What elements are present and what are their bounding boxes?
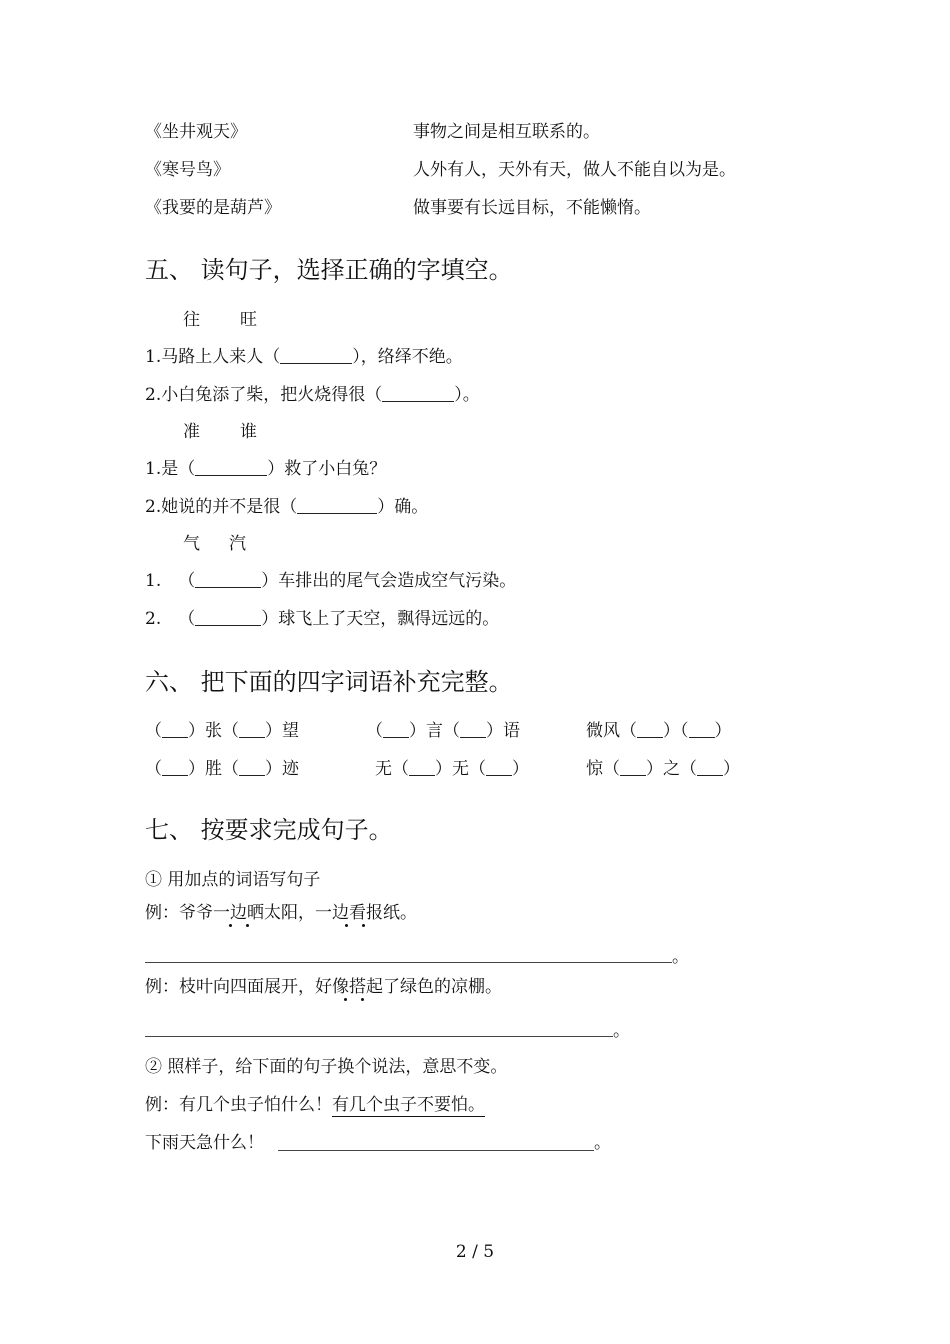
fill-item: 1.马路上人来人（ ），络绎不绝。	[145, 347, 463, 367]
question-2: ② 照样子，给下面的句子换个说法，意思不变。	[145, 1057, 508, 1077]
fill-item: 2. （ ）球飞上了天空，飘得远远的。	[145, 609, 500, 629]
section-5-heading: 五、 读句子，选择正确的字填空。	[145, 256, 513, 284]
emphasis-dot	[345, 924, 348, 927]
idiom: （ ）张（ ）望	[145, 721, 299, 741]
match-right-3: 做事要有长远目标，不能懒惰。	[413, 198, 651, 218]
period: 。	[672, 947, 689, 967]
fill-blank[interactable]	[239, 759, 265, 776]
fill-blank[interactable]	[409, 759, 435, 776]
fill-item: 2.小白兔添了柴，把火烧得很（ ）。	[145, 385, 480, 405]
example-answer: 有几个虫子不要怕。	[332, 1095, 485, 1115]
match-left-1: 《坐井观天》	[145, 122, 247, 142]
choice-char: 气	[183, 534, 200, 554]
emphasis-dot	[344, 998, 347, 1001]
example-1: 例：爷爷一边晒太阳，一边看报纸。	[145, 903, 417, 923]
fill-blank[interactable]	[195, 571, 261, 588]
answer-line[interactable]	[145, 1036, 613, 1037]
fill-blank[interactable]	[162, 759, 188, 776]
question-1: ① 用加点的词语写句子	[145, 870, 321, 890]
fill-blank[interactable]	[382, 385, 454, 402]
match-left-2: 《寒号鸟》	[145, 160, 230, 180]
fill-blank[interactable]	[620, 759, 646, 776]
fill-blank[interactable]	[195, 459, 267, 476]
emphasis-dot	[362, 924, 365, 927]
example-3: 例：有几个虫子怕什么！有几个虫子不要怕。	[145, 1095, 485, 1115]
choice-char: 准	[183, 422, 200, 442]
task-line: 下雨天急什么！	[145, 1133, 264, 1153]
emphasis-dot	[361, 998, 364, 1001]
match-right-2: 人外有人，天外有天，做人不能自以为是。	[413, 160, 736, 180]
page-number: 2 / 5	[455, 1242, 495, 1262]
choice-char: 旺	[240, 310, 257, 330]
idiom: （ ）言（ ）语	[366, 721, 520, 741]
choice-char: 汽	[229, 534, 246, 554]
fill-blank[interactable]	[280, 347, 352, 364]
idiom: 无（ ）无（ ）	[375, 759, 529, 779]
fill-blank[interactable]	[697, 759, 723, 776]
section-7-heading: 七、 按要求完成句子。	[145, 816, 393, 844]
example-2: 例：枝叶向四面展开，好像搭起了绿色的凉棚。	[145, 977, 502, 997]
choice-char: 往	[183, 310, 200, 330]
fill-blank[interactable]	[297, 497, 377, 514]
match-right-1: 事物之间是相互联系的。	[413, 122, 600, 142]
match-left-3: 《我要的是葫芦》	[145, 198, 281, 218]
fill-blank[interactable]	[239, 721, 265, 738]
choice-char: 谁	[240, 422, 257, 442]
fill-item: 2.她说的并不是很（ ）确。	[145, 497, 429, 517]
fill-item: 1.是（ ）救了小白兔？	[145, 459, 387, 479]
fill-blank[interactable]	[162, 721, 188, 738]
fill-blank[interactable]	[637, 721, 663, 738]
answer-line[interactable]	[278, 1150, 594, 1151]
emphasis-dot	[246, 924, 249, 927]
fill-item: 1. （ ）车排出的尾气会造成空气污染。	[145, 571, 517, 591]
period: 。	[613, 1021, 630, 1041]
fill-blank[interactable]	[195, 609, 261, 626]
emphasis-dot	[229, 924, 232, 927]
fill-blank[interactable]	[486, 759, 512, 776]
idiom: （ ）胜（ ）迹	[145, 759, 299, 779]
idiom: 惊（ ）之（ ）	[586, 759, 740, 779]
fill-blank[interactable]	[689, 721, 715, 738]
fill-blank[interactable]	[383, 721, 409, 738]
section-6-heading: 六、 把下面的四字词语补充完整。	[145, 668, 513, 696]
fill-blank[interactable]	[460, 721, 486, 738]
period: 。	[594, 1133, 611, 1153]
answer-line[interactable]	[145, 962, 672, 963]
idiom: 微风（ ）（ ）	[586, 721, 732, 741]
